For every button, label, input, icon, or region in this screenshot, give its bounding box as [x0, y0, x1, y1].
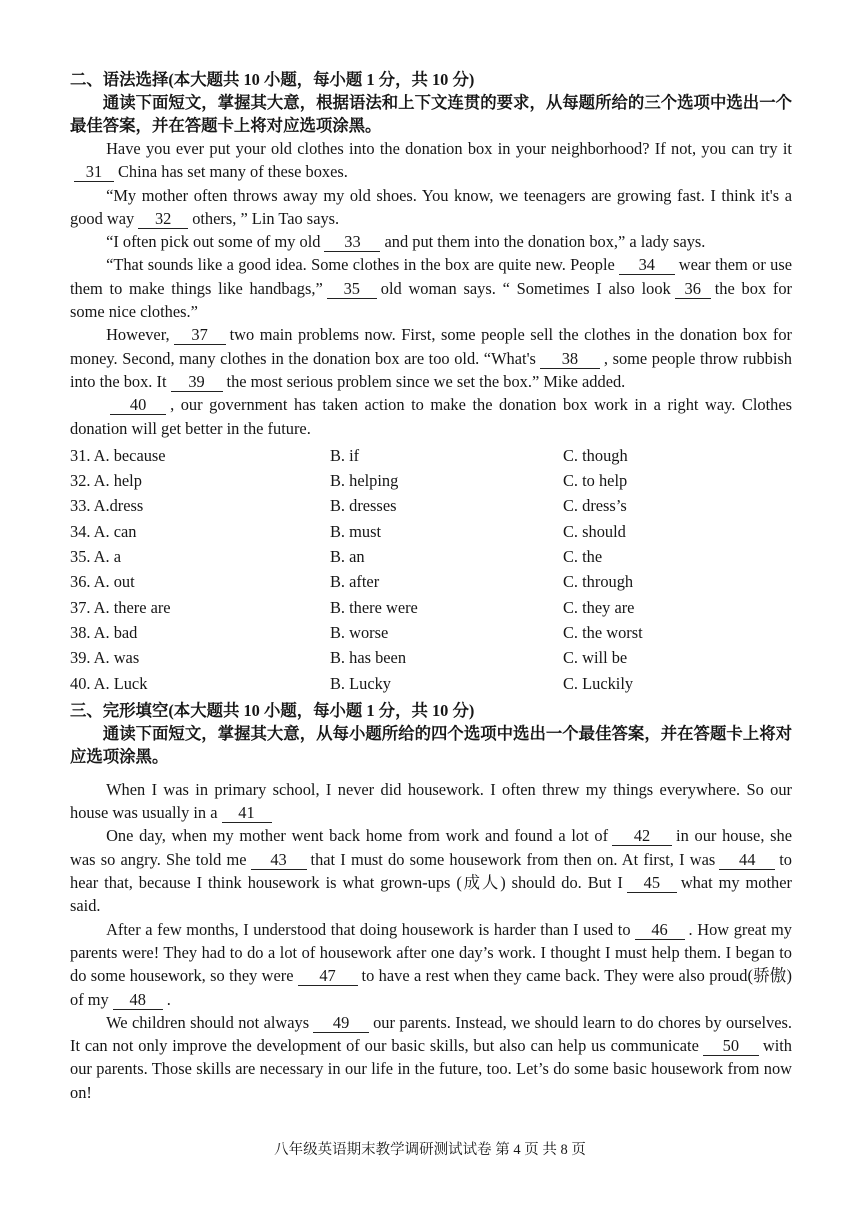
option-b: B. dresses [330, 496, 397, 516]
text: “My mother often throws away my old shoes. You know, we teenagers are growing fast. I think it's a good way [70, 185, 792, 228]
text: in our house, she was so angry. She told me [70, 826, 792, 869]
passage-paragraph-2 [70, 184, 792, 231]
text: One day, when my mother went back home from work and found a lot of [106, 826, 609, 846]
text: to hear that, because I think housework is what grown-ups (成人) should do. But I [70, 849, 792, 893]
spacer [70, 768, 792, 778]
text: to have a rest when they came back. They were also proud(骄傲) of my [70, 966, 793, 1009]
option-row [70, 671, 792, 696]
passage-paragraph-1 [70, 137, 792, 184]
text: that I must do some housework from then on. At first, I was [310, 849, 716, 869]
text: our parents. Instead, we should learn to do chores by ourselves. It can not only improve the development of our basic skills, but also can help us communicate [70, 1012, 793, 1056]
blank-38: 38 [540, 350, 600, 369]
blank-31: 31 [74, 163, 114, 182]
passage-paragraph-3 [70, 230, 792, 253]
option-b: B. an [330, 547, 365, 567]
text: the most serious problem since we set the box.” Mike added. [226, 371, 626, 391]
text: the box for some nice clothes.” [70, 278, 792, 322]
text: , our government has taken action to make the donation box work in a right way. Clothes donation will get better in the future. [70, 395, 792, 438]
option-c: C. they are [563, 597, 635, 617]
option-b: B. helping [330, 471, 399, 491]
option-c: C. dress’s [563, 496, 627, 516]
text: and put them into the donation box,” a lady says. [384, 232, 706, 252]
option-row [70, 493, 792, 518]
options-list [70, 443, 792, 696]
option-b: B. after [330, 572, 380, 592]
option-a: 34. A. can [70, 521, 137, 541]
blank-34: 34 [619, 256, 675, 275]
blank-39: 39 [171, 373, 223, 392]
option-c: C. will be [563, 648, 628, 668]
blank-50: 50 [703, 1037, 759, 1056]
option-b: B. must [330, 521, 382, 541]
text: We children should not always [106, 1012, 310, 1032]
option-row [70, 569, 792, 594]
text: others, ” Lin Tao says. [192, 208, 340, 228]
option-b: B. Lucky [330, 673, 392, 693]
option-a: 35. A. a [70, 547, 121, 567]
cloze-paragraph-3 [70, 918, 792, 1011]
text: with our parents. Those skills are necessary in our life in the future, too. Let’s do some basic housework from now on! [70, 1036, 792, 1102]
option-a: 33. A.dress [70, 496, 144, 516]
blank-47: 47 [298, 967, 358, 986]
option-c: C. to help [563, 471, 628, 491]
option-a: 39. A. was [70, 648, 140, 668]
blank-40: 40 [110, 396, 166, 415]
option-c: C. Luckily [563, 673, 634, 693]
text: Have you ever put your old clothes into the donation box in your neighborhood? If not, you can try it [106, 139, 792, 158]
blank-48: 48 [113, 991, 163, 1010]
blank-36: 36 [675, 280, 711, 299]
option-row [70, 645, 792, 670]
text: China has set many of these boxes. [118, 162, 348, 182]
text: After a few months, I understood that doing housework is harder than I used to [106, 919, 631, 939]
passage-paragraph-5 [70, 323, 792, 393]
cloze-paragraph-1 [70, 778, 792, 825]
text: . [166, 989, 171, 1009]
text: “I often pick out some of my old [106, 232, 321, 252]
blank-44: 44 [719, 851, 775, 870]
option-row [70, 620, 792, 645]
blank-42: 42 [612, 827, 672, 846]
cloze-paragraph-4 [70, 1011, 792, 1104]
section2-heading: 二、语法选择(本大题共 10 小题，每小题 1 分，共 10 分) [70, 70, 475, 89]
option-row [70, 544, 792, 569]
option-row [70, 595, 792, 620]
text: two main problems now. First, some people sell the clothes in the donation box for money. Second, many clothes in the donation box are too old. “What's [70, 325, 792, 368]
text: wear them or use them to make things like handbags,” [70, 255, 792, 298]
option-b: B. has been [330, 648, 407, 668]
option-b: B. worse [330, 622, 389, 642]
text: However, [106, 325, 170, 345]
option-c: C. the [563, 547, 603, 567]
passage-paragraph-6 [70, 393, 792, 440]
text: , some people throw rubbish into the box. It [70, 348, 792, 391]
blank-45: 45 [627, 874, 677, 893]
option-a: 36. A. out [70, 572, 135, 592]
option-b: B. if [330, 445, 360, 465]
page-footer: 八年级英语期末教学调研测试试卷 第 4 页 共 8 页 [274, 1142, 586, 1158]
blank-37: 37 [174, 326, 226, 345]
section3-instruction: 通读下面短文，掌握其大意，从每小题所给的四个选项中选出一个最佳答案，并在答题卡上将对应选项涂黑。 [70, 723, 792, 766]
text: . How great my parents were! They had to do a lot of housework after one day’s work. I thought I must help them. I began to do some housework, so they were [70, 919, 792, 986]
text: what my mother said. [70, 873, 792, 916]
option-row [70, 443, 792, 468]
blank-49: 49 [313, 1014, 369, 1033]
passage-paragraph-4 [70, 253, 792, 323]
option-c: C. the worst [563, 622, 643, 642]
option-a: 32. A. help [70, 471, 142, 491]
option-row [70, 519, 792, 544]
option-a: 31. A. because [70, 445, 166, 465]
blank-33: 33 [324, 233, 380, 252]
text: old woman says. “ Sometimes I also look [380, 278, 671, 298]
blank-46: 46 [635, 921, 685, 940]
option-c: C. should [563, 521, 626, 541]
blank-43: 43 [251, 851, 307, 870]
text: When I was in primary school, I never did housework. I often threw my things everywhere. So our house was usually in a [70, 779, 792, 823]
section3 [70, 699, 792, 1104]
option-a: 37. A. there are [70, 597, 171, 617]
blank-32: 32 [138, 210, 188, 229]
option-a: 38. A. bad [70, 622, 138, 642]
text: “That sounds like a good idea. Some clothes in the box are quite new. People [106, 255, 615, 275]
option-c: C. though [563, 445, 628, 465]
section3-heading: 三、完形填空(本大题共 10 小题，每小题 1 分，共 10 分) [70, 700, 475, 720]
option-c: C. through [563, 572, 634, 592]
section2-instruction: 通读下面短文，掌握其大意，根据语法和上下文连贯的要求，从每题所给的三个选项中选出一个最佳答案，并在答题卡上将对应选项涂黑。 [70, 93, 792, 135]
blank-41: 41 [222, 804, 272, 823]
blank-35: 35 [327, 280, 377, 299]
option-a: 40. A. Luck [70, 673, 148, 693]
option-b: B. there were [330, 597, 418, 617]
cloze-paragraph-2 [70, 824, 792, 917]
page-content [70, 68, 792, 1104]
option-row [70, 468, 792, 493]
